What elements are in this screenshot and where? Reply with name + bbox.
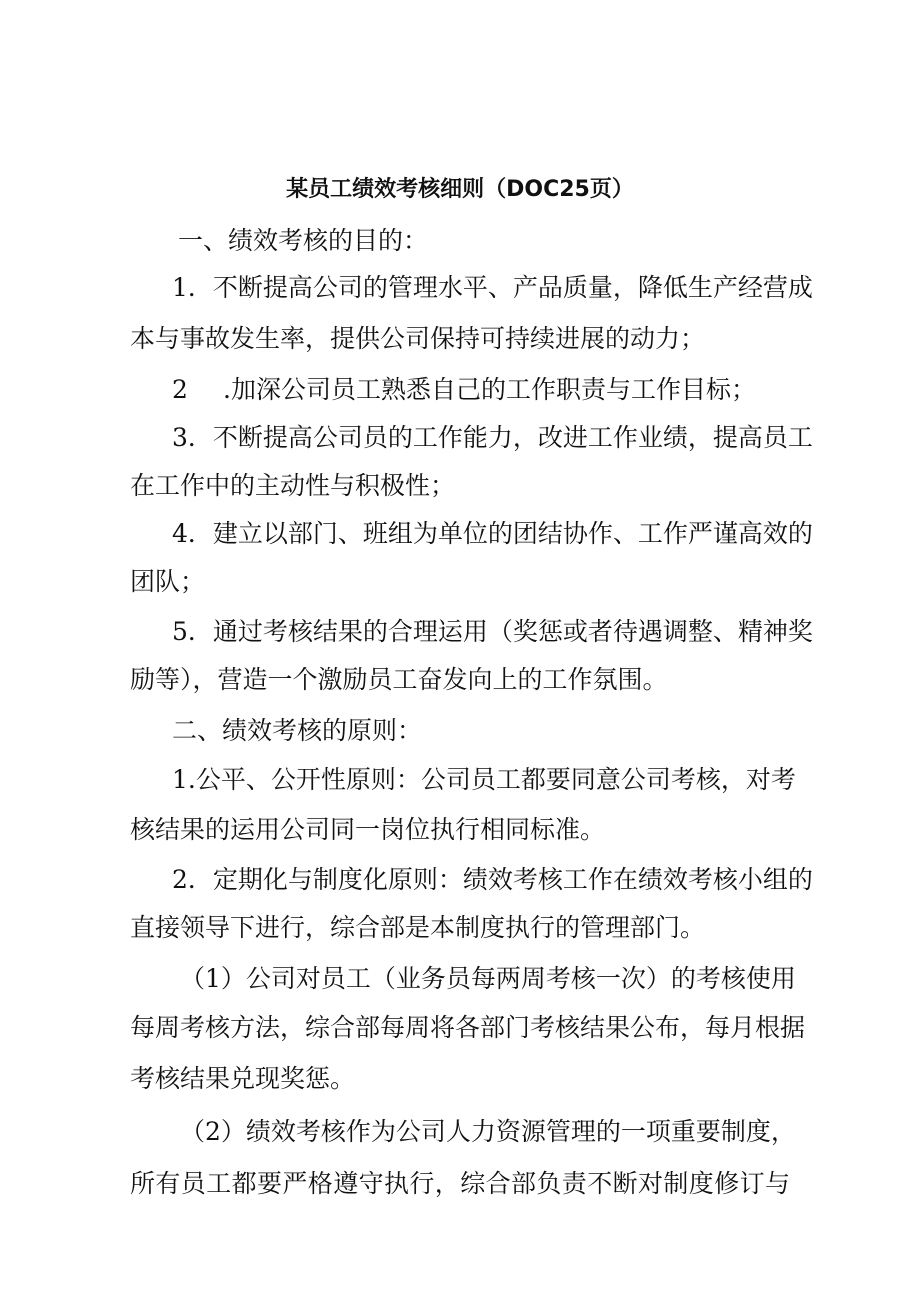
section-heading-principles: 二、绩效考核的原则： [172, 716, 423, 745]
paragraph-line: 1.公平、公开性原则：公司员工都要同意公司考核，对考 [172, 765, 796, 794]
paragraph-line: 核结果的运用公司同一岗位执行相同标准。 [130, 815, 606, 844]
paragraph-line: 3．不断提高公司员的工作能力，改进工作业绩，提高员工 [172, 423, 813, 452]
section-heading-purpose: 一、绩效考核的目的： [178, 226, 429, 255]
paragraph-line: （1）公司对员工（业务员每两周考核一次）的考核使用 [180, 964, 796, 993]
list-number: 2 [172, 375, 188, 404]
paragraph-line: .加深公司员工熟悉自己的工作职责与工作目标； [223, 375, 756, 404]
paragraph-line: 励等），营造一个激励员工奋发向上的工作氛围。 [130, 665, 668, 694]
paragraph-line: 本与事故发生率，提供公司保持可持续进展的动力； [130, 324, 706, 353]
paragraph-line: 4．建立以部门、班组为单位的团结协作、工作严谨高效的 [172, 519, 813, 548]
paragraph-line: 每周考核方法，综合部每周将各部门考核结果公布，每月根据 [130, 1013, 806, 1042]
paragraph-line: 所有员工都要严格遵守执行，综合部负责不断对制度修订与 [130, 1169, 790, 1198]
paragraph-line: 团队； [130, 567, 206, 596]
paragraph-line: （2）绩效考核作为公司人力资源管理的一项重要制度， [180, 1117, 796, 1146]
paragraph-line: 2．定期化与制度化原则：绩效考核工作在绩效考核小组的 [172, 865, 813, 894]
paragraph-line: 1．不断提高公司的管理水平、产品质量，降低生产经营成 [172, 273, 813, 302]
paragraph-line: 5．通过考核结果的合理运用（奖惩或者待遇调整、精神奖 [172, 617, 813, 646]
paragraph-line: 考核结果兑现奖惩。 [130, 1064, 356, 1093]
paragraph-line: 直接领导下进行，综合部是本制度执行的管理部门。 [130, 913, 706, 942]
document-title: 某员工绩效考核细则（DOC25页） [286, 177, 634, 202]
paragraph-line: 在工作中的主动性与积极性； [130, 471, 456, 500]
